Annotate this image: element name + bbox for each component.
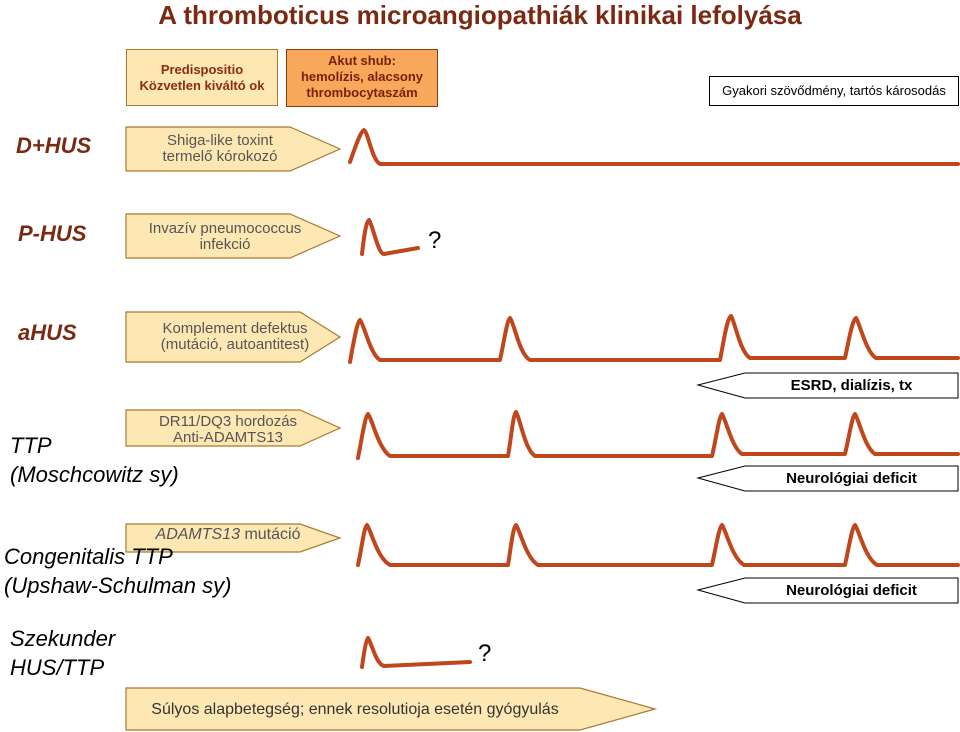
cttp-label-line-1: Congenitalis TTP xyxy=(4,544,173,569)
ttp-cause-line-2: Anti-ADAMTS13 xyxy=(172,429,284,446)
dhus-course-curve xyxy=(350,130,958,164)
predisposition-line-2: Közvetlen kiváltó ok xyxy=(139,78,265,93)
ttp-cause xyxy=(128,414,328,446)
cttp-label-line-2: (Upshaw-Schulman sy) xyxy=(4,573,232,598)
dhus-label: D+HUS xyxy=(16,133,92,158)
cttp-course-curve xyxy=(358,525,958,565)
secondary-label-line-2: HUS/TTP xyxy=(10,655,105,680)
cttp-cause-gene: ADAMTS13 xyxy=(155,526,240,543)
ttp-label-line-1: TTP xyxy=(10,433,52,458)
ahus-course-curve xyxy=(350,316,958,362)
phus-label: P-HUS xyxy=(18,221,87,246)
cttp-cause-rest: mutáció xyxy=(240,526,301,543)
phus-cause-line-1: Invazív pneumococcus xyxy=(148,220,302,237)
page-title: A thromboticus microangiopathiák klinikai lefolyása xyxy=(158,0,802,30)
ahus-cause xyxy=(130,321,340,353)
secondary-label xyxy=(10,624,115,682)
ahus-cause-line-2: (mutáció, autoantitest) xyxy=(160,336,310,353)
ttp-course-curve xyxy=(358,412,958,458)
acute-line-1: Akut shub: xyxy=(328,53,396,68)
dhus-cause-line-1: Shiga-like toxint xyxy=(167,132,273,149)
phus-cause-line-2: infekció xyxy=(199,236,251,253)
phus-cause xyxy=(130,221,320,253)
cttp-outcome: Neurológiai deficit xyxy=(786,582,917,599)
complication-header: Gyakori szövődmény, tartós károsodás xyxy=(709,76,959,106)
ahus-outcome: ESRD, dialízis, tx xyxy=(790,377,913,394)
phus-course-curve xyxy=(362,220,418,254)
secondary-course-curve xyxy=(362,638,470,667)
ahus-cause-line-1: Komplement defektus xyxy=(162,320,308,337)
secondary-cause: Súlyos alapbetegség; ennek resolutioja esetén gyógyulás xyxy=(151,701,559,718)
ttp-label-line-2: (Moschcowitz sy) xyxy=(10,462,179,487)
acute-line-2: hemolízis, alacsony xyxy=(300,69,424,84)
cttp-label xyxy=(4,542,231,600)
ttp-cause-line-1: DR11/DQ3 hordozás xyxy=(158,413,298,430)
ttp-outcome: Neurológiai deficit xyxy=(786,470,917,487)
acute-line-3: thrombocytaszám xyxy=(306,85,418,100)
phus-question-mark: ? xyxy=(428,227,442,254)
secondary-label-line-1: Szekunder xyxy=(10,626,116,651)
dhus-cause xyxy=(140,133,300,165)
ahus-label: aHUS xyxy=(18,320,77,345)
cttp-cause xyxy=(128,527,328,543)
predisposition-line-1: Predispositio xyxy=(160,62,244,77)
secondary-question-mark: ? xyxy=(478,640,492,667)
dhus-cause-line-2: termelő kórokozó xyxy=(162,148,278,165)
